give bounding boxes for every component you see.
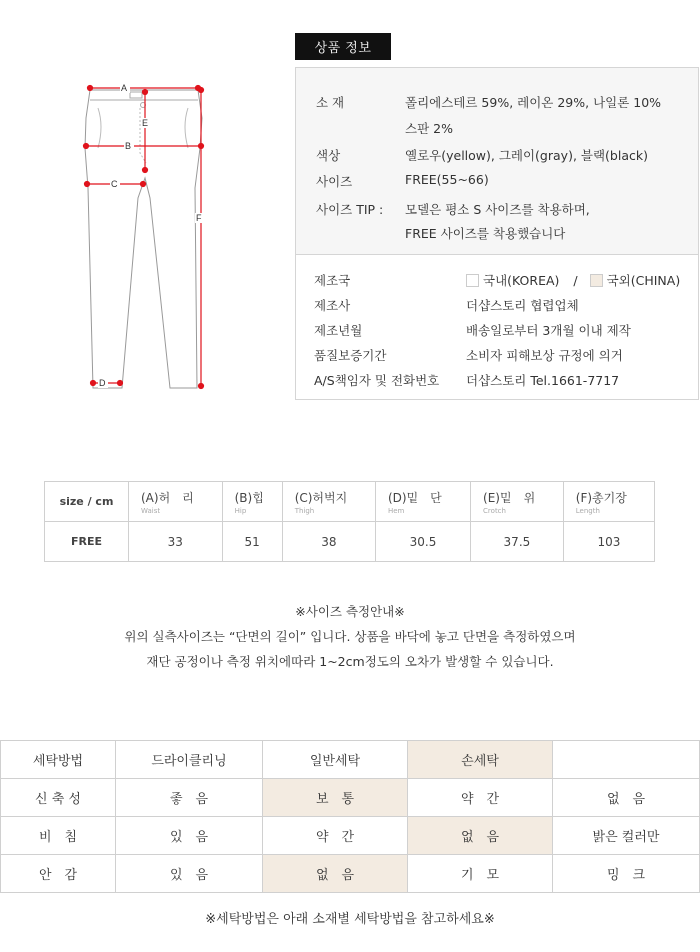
size-value: FREE(55~66) bbox=[405, 172, 489, 187]
origin-korea-label: 국내(KOREA) bbox=[483, 273, 560, 288]
wash-cell: 드라이클리닝 bbox=[116, 741, 263, 779]
wash-row bbox=[1, 817, 700, 855]
lining-label: 안 감 bbox=[1, 855, 116, 893]
origin-separator: / bbox=[573, 273, 578, 288]
size-value-cell: 38 bbox=[282, 522, 375, 562]
size-value-cell: 37.5 bbox=[471, 522, 564, 562]
wash-cell: 약 간 bbox=[408, 779, 553, 817]
wash-cell: 있 음 bbox=[116, 855, 263, 893]
size-notes-title: ※사이즈 측정안내※ bbox=[295, 604, 405, 619]
wash-cell: 없 음 bbox=[553, 779, 700, 817]
manufacturer-value: 더샵스토리 협렵업체 bbox=[466, 298, 579, 313]
size-tip-value-2: FREE 사이즈를 착용했습니다 bbox=[405, 226, 566, 241]
size-value-cell: 103 bbox=[563, 522, 654, 562]
wash-cell bbox=[553, 741, 700, 779]
wash-row bbox=[1, 779, 700, 817]
origin-options bbox=[466, 271, 680, 289]
header-label: (F)총기장 bbox=[575, 490, 627, 505]
header-label: (A)허 리 bbox=[141, 490, 194, 505]
manufacture-date-value: 배송일로부터 3개월 이내 제작 bbox=[466, 323, 631, 338]
size-header-cell bbox=[282, 482, 375, 522]
size-value-cell: 30.5 bbox=[375, 522, 470, 562]
origin-china-checkbox bbox=[590, 274, 603, 287]
size-header-cell bbox=[129, 482, 223, 522]
wash-row bbox=[1, 741, 700, 779]
origin-korea-checkbox bbox=[466, 274, 479, 287]
size-value-cell: 33 bbox=[129, 522, 223, 562]
size-value-cell: 51 bbox=[222, 522, 282, 562]
diagram-label-c: C bbox=[111, 179, 118, 189]
size-table-corner: size / cm bbox=[45, 482, 129, 522]
wash-cell: 밍 크 bbox=[553, 855, 700, 893]
origin-label: 제조국 bbox=[314, 273, 351, 288]
size-notes-line2: 재단 공정이나 측정 위치에따라 1~2cm정도의 오차가 발생할 수 있습니다. bbox=[146, 654, 554, 669]
wash-footnote: ※세탁방법은 아래 소재별 세탁방법을 참고하세요※ bbox=[205, 912, 495, 927]
as-contact-label: A/S책임자 및 전화번호 bbox=[314, 373, 440, 388]
size-notes-line1: 위의 실측사이즈는 “단면의 길이” 입니다. 상품을 바닥에 놓고 단면을 측정하였으며 bbox=[124, 629, 576, 644]
color-label: 색상 bbox=[316, 148, 341, 163]
header-sub: Crotch bbox=[483, 506, 506, 515]
warranty-value: 소비자 피해보상 규정에 의거 bbox=[466, 348, 623, 363]
wash-cell: 있 음 bbox=[116, 817, 263, 855]
header-sub: Hip bbox=[234, 506, 247, 515]
wash-row bbox=[1, 855, 700, 893]
size-table-header-row bbox=[45, 482, 655, 522]
pants-measurement-diagram bbox=[70, 78, 220, 398]
wash-method-label: 세탁방법 bbox=[1, 741, 116, 779]
pants-outline-icon bbox=[70, 78, 220, 398]
header-label: (C)허벅지 bbox=[294, 490, 348, 505]
size-row-label: FREE bbox=[45, 522, 129, 562]
product-info-box bbox=[295, 67, 699, 255]
wash-cell-selected: 없 음 bbox=[263, 855, 408, 893]
color-value: 옐로우(yellow), 그레이(gray), 블랙(black) bbox=[405, 148, 648, 163]
header-sub: Hem bbox=[387, 506, 405, 515]
product-info-badge: 상품 정보 bbox=[295, 33, 391, 60]
diagram-label-b: B bbox=[125, 141, 132, 151]
wash-cell: 좋 음 bbox=[116, 779, 263, 817]
as-contact-value: 더샵스토리 Tel.1661-7717 bbox=[466, 373, 620, 388]
size-tip-value: 모델은 평소 S 사이즈를 착용하며, bbox=[405, 202, 590, 217]
warranty-label: 품질보증기간 bbox=[314, 348, 387, 363]
origin-china-label: 국외(CHINA) bbox=[606, 273, 681, 288]
diagram-label-e: E bbox=[142, 118, 149, 128]
size-header-cell bbox=[471, 482, 564, 522]
header-sub: Thigh bbox=[294, 506, 315, 515]
wash-cell-selected: 보 통 bbox=[263, 779, 408, 817]
header-sub: Length bbox=[575, 506, 600, 515]
stretch-label: 신 축 성 bbox=[1, 779, 116, 817]
header-label: (D)밑 단 bbox=[387, 490, 442, 505]
header-label: (B)힙 bbox=[234, 490, 264, 505]
wash-cell-selected: 없 음 bbox=[408, 817, 553, 855]
size-header-cell bbox=[563, 482, 654, 522]
wash-cell: 밝은 컬러만 bbox=[553, 817, 700, 855]
material-label: 소 재 bbox=[316, 95, 345, 110]
size-table-row bbox=[45, 522, 655, 562]
diagram-label-a: A bbox=[121, 83, 128, 93]
wash-table bbox=[0, 740, 700, 893]
sheerness-label: 비 침 bbox=[1, 817, 116, 855]
header-sub: Waist bbox=[141, 506, 161, 515]
size-label: 사이즈 bbox=[316, 174, 353, 189]
size-tip-label: 사이즈 TIP : bbox=[316, 202, 384, 217]
size-table bbox=[44, 481, 655, 562]
size-header-cell bbox=[222, 482, 282, 522]
diagram-label-d: D bbox=[99, 378, 106, 388]
material-value: 폴리에스테르 59%, 레이온 29%, 나일론 10% bbox=[405, 95, 662, 110]
manufacture-date-label: 제조년월 bbox=[314, 323, 363, 338]
manufacturer-label: 제조사 bbox=[314, 298, 351, 313]
wash-cell: 기 모 bbox=[408, 855, 553, 893]
header-label: (E)밑 위 bbox=[483, 490, 536, 505]
size-header-cell bbox=[375, 482, 470, 522]
manufacture-info-box bbox=[295, 255, 699, 400]
wash-cell: 약 간 bbox=[263, 817, 408, 855]
material-value-2: 스판 2% bbox=[405, 121, 453, 136]
wash-cell: 일반세탁 bbox=[263, 741, 408, 779]
wash-cell-selected: 손세탁 bbox=[408, 741, 553, 779]
diagram-label-f: F bbox=[196, 213, 202, 223]
